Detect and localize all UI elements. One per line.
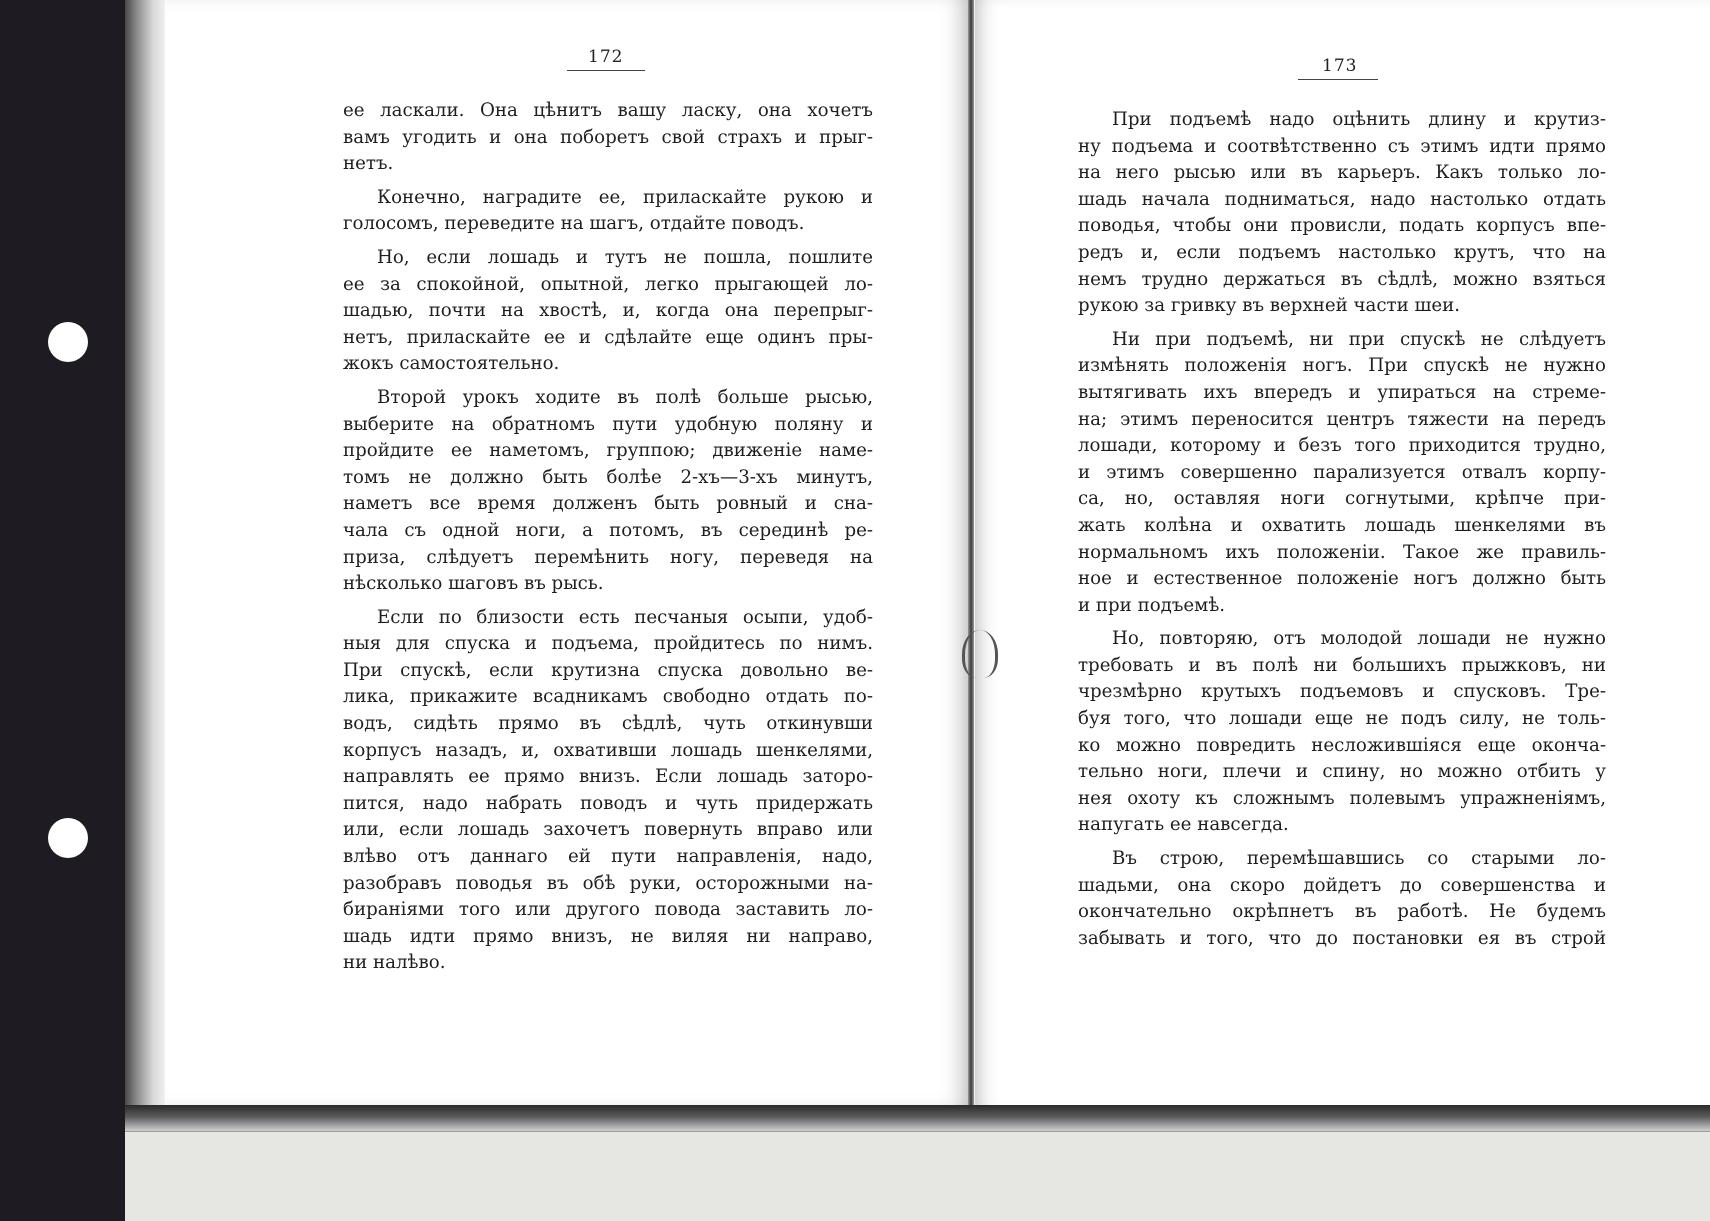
binding-thread — [962, 630, 998, 678]
paragraph-gap — [343, 178, 873, 185]
text-line: жать колѣна и охватить лошадь шенкелями въ — [1078, 514, 1606, 536]
punch-hole-top — [48, 322, 88, 362]
left-page-number-rule — [567, 70, 645, 71]
paragraph-gap — [343, 378, 873, 385]
right-page-text — [1078, 107, 1606, 952]
text-line: вытягивать ихъ впередъ и упираться на стреме- — [1078, 381, 1606, 403]
text-line: шадьми, она скоро дойдетъ до совершенства и — [1078, 874, 1606, 896]
text-line: наметъ все время долженъ быть ровный и сна- — [343, 493, 873, 515]
text-line: Въ строю, перемѣшавшись со старыми ло- — [1112, 848, 1606, 870]
text-line: шадь начала подниматься, надо настолько отдать — [1078, 188, 1606, 210]
text-line: пройдите ее наметомъ, группою; движенiе наме- — [343, 440, 873, 462]
text-line: лика, прикажите всадникамъ свободно отдать по- — [343, 686, 873, 708]
text-line: шадью, почти на хвостѣ, и, когда она перепрыг- — [343, 300, 873, 322]
text-line: выберите на обратномъ пути удобную поляну и — [343, 413, 873, 435]
text-line: При подъемѣ надо оцѣнить длину и крутиз- — [1112, 109, 1606, 130]
text-line: ко можно повредить несложившiяся еще оконча- — [1078, 734, 1606, 756]
text-line: нетъ, приласкайте ее и сдѣлайте еще одинъ пры- — [343, 326, 873, 348]
left-page-number: 172 — [588, 47, 624, 67]
text-line: буя того, что лошади еще не подъ силу, не толь- — [1078, 708, 1606, 730]
text-line: ныя для спуска и подъема, пройдитесь по нимъ. — [343, 633, 873, 655]
text-line: чрезмѣрно крутыхъ подъемовъ и спусковъ. Тре- — [1078, 681, 1606, 703]
text-line: Но, повторяю, отъ молодой лошади не нужно — [1112, 628, 1606, 650]
text-line: окончательно окрѣпнетъ въ работѣ. Не будемъ — [1078, 901, 1606, 923]
text-line: приза, слѣдуетъ перемѣнить ногу, переведя на — [343, 546, 873, 568]
text-line: измѣнять положенія ногъ. При спускѣ не нужно — [1078, 355, 1606, 377]
text-line: нормальномъ ихъ положенiи. Такое же правиль- — [1078, 541, 1606, 563]
text-line: забывать и того, что до постановки ея въ строй — [1078, 927, 1606, 949]
binding-strip — [0, 0, 125, 1221]
underlying-sheet — [125, 1131, 1710, 1221]
text-line: корпусъ назадъ, и, охвативши лошадь шенкелями, — [343, 739, 873, 761]
text-line: требовать и въ полѣ ни большихъ прыжковъ, ни — [1078, 654, 1606, 676]
text-line: пится, надо набрать поводъ и чуть придержать — [343, 792, 873, 814]
page-stack-edge — [125, 0, 165, 1110]
text-line: голосомъ, переведите на шагъ, отдайте поводъ. — [343, 213, 805, 235]
paragraph-gap — [343, 238, 873, 245]
text-line: Ни при подъемѣ, ни при спускѣ не слѣдуетъ — [1112, 328, 1606, 350]
text-line: Но, если лошадь и тутъ не пошла, пошлите — [377, 246, 873, 268]
text-line: ее ласкали. Она цѣнитъ вашу ласку, она хочетъ — [343, 100, 873, 121]
text-line: редъ и, если подъемъ настолько крутъ, что на — [1078, 241, 1606, 263]
book-gutter — [968, 0, 974, 1110]
text-line: и при подъемѣ. — [1078, 594, 1226, 616]
text-line: ни налѣво. — [343, 952, 446, 974]
text-line: нетъ. — [343, 153, 394, 175]
text-line: и этимъ совершенно парализуется отвалъ корпу- — [1078, 461, 1606, 483]
text-line: Второй урокъ ходите въ полѣ больше рысью, — [377, 386, 873, 408]
text-line: ное и естественное положенiе ногъ должно быть — [1078, 568, 1606, 590]
text-line: лошади, которому и безъ того приходится трудно, — [1078, 435, 1606, 457]
text-line: водъ, сидѣть прямо въ сѣдлѣ, чуть откинувши — [343, 713, 873, 735]
paragraph-gap — [1078, 320, 1606, 327]
text-line: са, но, оставляя ноги согнутыми, крѣпче при- — [1078, 488, 1606, 510]
text-line: рукою за гривку въ верхней части шеи. — [1078, 295, 1461, 317]
right-page-number: 173 — [1322, 56, 1358, 76]
text-line: на; этимъ переносится центръ тяжести на передъ — [1078, 408, 1606, 430]
punch-hole-bottom — [48, 818, 88, 858]
paragraph-gap — [1078, 839, 1606, 846]
page-bottom-shadow — [125, 1105, 1710, 1131]
text-line: нея охоту къ сложнымъ полевымъ упражненiямъ, — [1078, 787, 1606, 809]
text-line: напугать ее навсегда. — [1078, 814, 1289, 836]
text-line: Конечно, наградите ее, приласкайте рукою и — [377, 186, 873, 208]
text-line: Если по близости есть песчаныя осыпи, удоб- — [377, 606, 873, 628]
text-line: ее за спокойной, опытной, легко прыгающей ло- — [343, 273, 873, 295]
text-line: влѣво отъ даннаго ей пути направленiя, надо, — [343, 846, 873, 868]
text-line: вамъ угодить и она поборетъ свой страхъ и прыг- — [343, 126, 873, 148]
text-line: разобравъ поводья въ обѣ руки, осторожными на- — [343, 872, 873, 894]
text-line: немъ трудно держаться въ сѣдлѣ, можно взяться — [1078, 268, 1606, 290]
left-page-text — [343, 98, 873, 977]
text-line: бираніями того или другого повода заставить ло- — [343, 899, 873, 921]
text-line: поводья, чтобы они провисли, подать корпусъ впе- — [1078, 215, 1606, 237]
right-page-number-rule — [1298, 79, 1378, 80]
text-line: При спускѣ, если крутизна спуска довольно ве- — [343, 659, 873, 681]
text-line: шадь идти прямо внизъ, не виляя ни направо, — [343, 925, 873, 947]
paragraph-gap — [1078, 619, 1606, 626]
text-line: на него рысью или въ карьеръ. Какъ только ло- — [1078, 162, 1606, 184]
text-line: чала съ одной ноги, а потомъ, въ серединѣ ре- — [343, 519, 873, 541]
text-line: или, если лошадь захочетъ повернуть вправо или — [343, 819, 873, 841]
text-line: нѣсколько шаговъ въ рысь. — [343, 573, 604, 595]
text-line: направлять ее прямо внизъ. Если лошадь заторо- — [343, 766, 873, 788]
paragraph-gap — [343, 598, 873, 605]
text-line: томъ не должно быть болѣе 2-хъ—3-хъ минутъ, — [343, 466, 873, 488]
text-line: жокъ самостоятельно. — [343, 353, 560, 375]
text-line: ну подъема и соотвѣтственно съ этимъ идти прямо — [1078, 135, 1606, 157]
text-line: тельно ноги, плечи и спину, но можно отбить у — [1078, 761, 1606, 783]
